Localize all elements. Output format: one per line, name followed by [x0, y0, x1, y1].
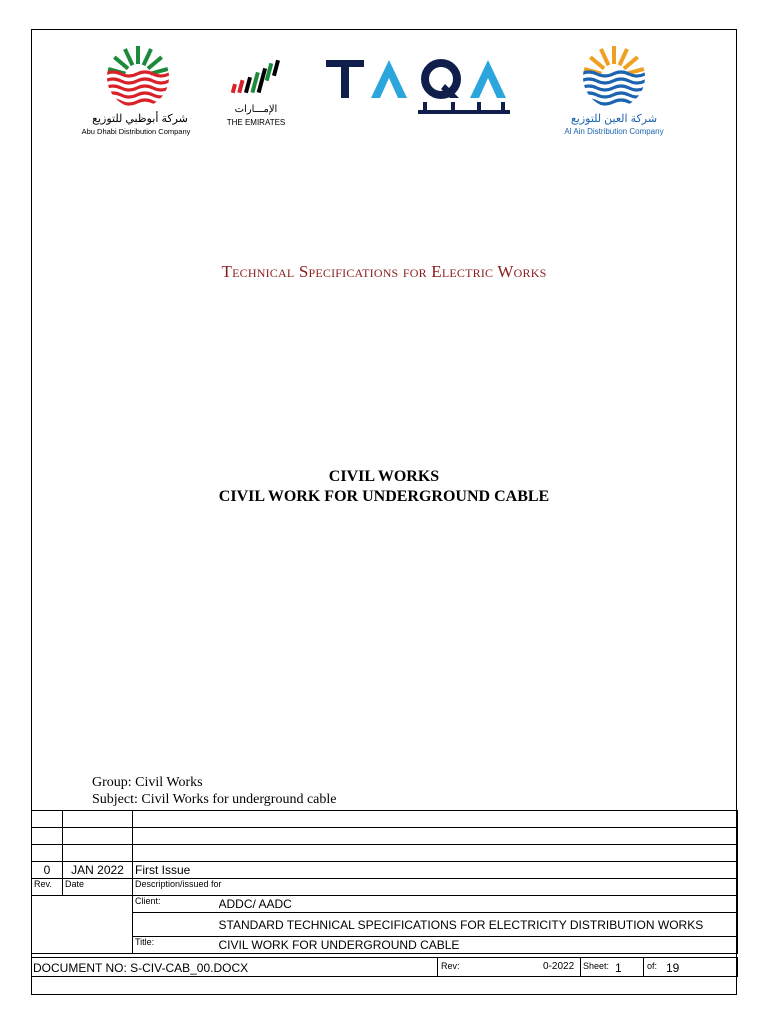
rev-description: First Issue [133, 862, 738, 879]
emirates-logo [224, 58, 288, 132]
taqa-logo [323, 54, 513, 124]
addc-logo [78, 44, 198, 140]
document-title-line2: CIVIL WORK FOR UNDERGROUND CABLE [218, 488, 550, 505]
emirates-emblem-icon [228, 58, 288, 98]
subject-label: Subject: Civil Works for underground cable [92, 792, 337, 807]
spec-title: Technical Specifications for Electric Works [221, 262, 547, 281]
header-date: Date [63, 879, 133, 896]
addc-emblem-icon [105, 44, 171, 110]
aadc-english-name: Al Ain Distribution Company [564, 127, 664, 136]
client-value: ADDC/ AADC [219, 896, 738, 913]
title-value: CIVIL WORK FOR UNDERGROUND CABLE [219, 937, 738, 954]
revision-header-row [32, 879, 738, 896]
emirates-english-name: THE EMIRATES [226, 118, 286, 127]
title-label: Title: [133, 937, 219, 954]
standard-title: STANDARD TECHNICAL SPECIFICATIONS FOR ELECTRICITY DISTRIBUTION WORKS [219, 913, 738, 937]
header-rev: Rev. [32, 879, 63, 896]
document-title-line1: CIVIL WORKS [328, 468, 440, 485]
taqa-wordmark-icon [323, 54, 513, 124]
standard-row [32, 913, 738, 937]
table-row [32, 828, 738, 845]
rev-number: 0 [32, 862, 63, 879]
aadc-logo [552, 44, 676, 140]
addc-english-name: Abu Dhabi Distribution Company [81, 127, 191, 136]
revision-table [31, 810, 738, 954]
aadc-arabic-name: شركة العين للتوزيع [570, 113, 658, 125]
group-label: Group: Civil Works [92, 775, 203, 790]
client-row [32, 896, 738, 913]
document-number: DOCUMENT NO: S-CIV-CAB_00.DOCX [33, 961, 249, 975]
table-row [32, 845, 738, 862]
rev-label: Rev: [441, 961, 460, 971]
of-value: 19 [666, 961, 680, 975]
rev-value: 0-2022 [543, 961, 575, 972]
emirates-arabic-name: الإمـــارات [234, 104, 278, 115]
rev-date: JAN 2022 [63, 862, 133, 879]
sheet-label: Sheet: [583, 961, 610, 971]
table-row [32, 811, 738, 828]
header-description: Description/issued for [133, 879, 738, 896]
of-label: of: [647, 961, 658, 971]
revision-row [32, 862, 738, 879]
client-label: Client: [133, 896, 219, 913]
addc-arabic-name: شركة أبوظبي للتوزيع [92, 113, 188, 125]
title-row [32, 937, 738, 954]
aadc-emblem-icon [581, 44, 647, 110]
sheet-value: 1 [615, 961, 622, 975]
document-number-row [31, 957, 738, 977]
